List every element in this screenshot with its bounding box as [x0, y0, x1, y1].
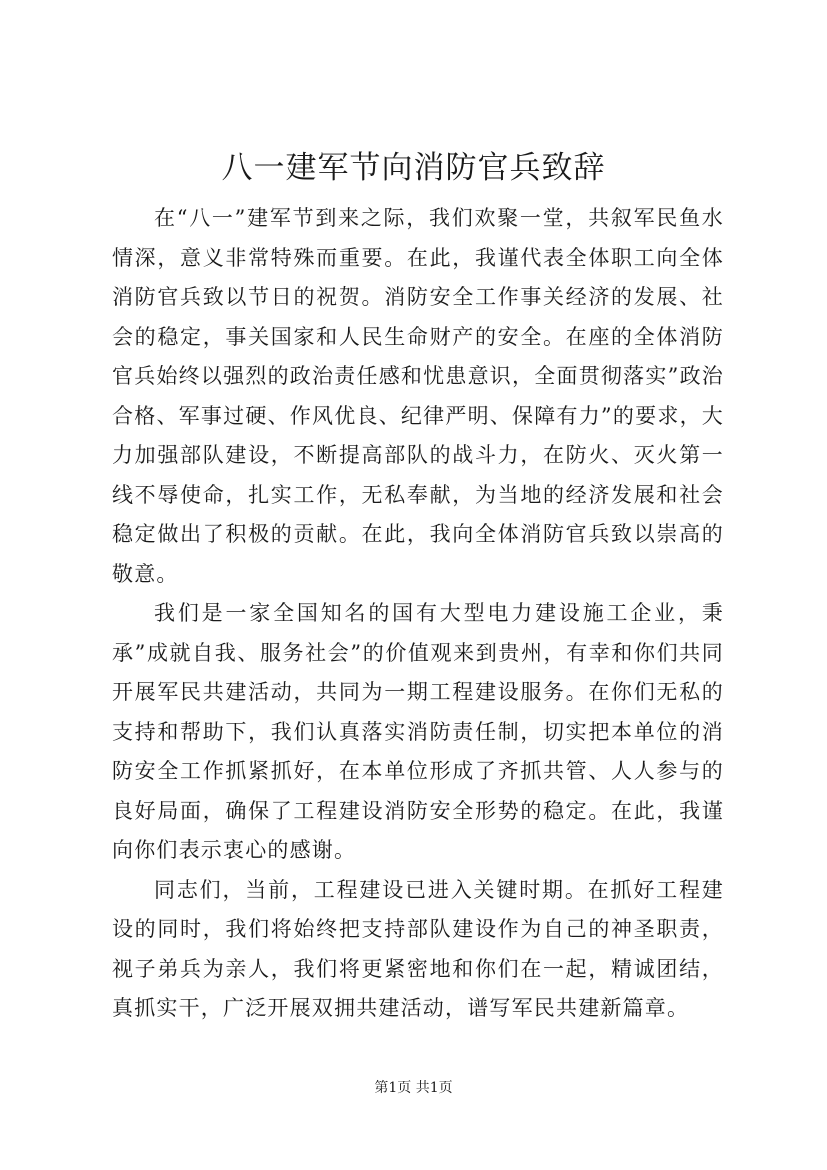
page-number-footer: 第1页 共1页 — [374, 1080, 453, 1096]
paragraph-3: 同志们，当前，工程建设已进入关键时期。在抓好工程建设的同时，我们将始终把支持部队建设作为自己的神圣职责，视子弟兵为亲人，我们将更紧密地和你们在一起，精诚团结，真抓实干，广泛开展双拥共建活动，谱写军民共建新篇章。 — [112, 877, 724, 1020]
paragraph-1: 在“八一”建军节到来之际，我们欢聚一堂，共叙军民鱼水情深，意义非常特殊而重要。在此，我谨代表全体职工向全体消防官兵致以节日的祝贺。消防安全工作事关经济的发展、社会的稳定，事关国家和人民生命财产的安全。在座的全体消防官兵始终以强烈的政治责任感和忧患意识，全面贯彻落实”政治合格、军事过硬、作风优良、纪律严明、保障有力”的要求，大力加强部队建设，不断提高部队的战斗力，在防火、灭火第一线不辱使命，扎实工作，无私奉献，为当地的经济发展和社会稳定做出了积极的贡献。在此，我向全体消防官兵致以崇高的敬意。 — [112, 206, 724, 586]
document-body — [112, 199, 724, 1029]
document-title: 八一建军节向消防官兵致辞 — [221, 150, 606, 186]
paragraph-2: 我们是一家全国知名的国有大型电力建设施工企业，秉承”成就自我、服务社会”的价值观来到贵州，有幸和你们共同开展军民共建活动，共同为一期工程建设服务。在你们无私的支持和帮助下，我们认真落实消防责任制，切实把本单位的消防安全工作抓紧抓好，在本单位形成了齐抓共管、人人参与的良好局面，确保了工程建设消防安全形势的稳定。在此，我谨向你们表示衷心的感谢。 — [112, 601, 724, 862]
